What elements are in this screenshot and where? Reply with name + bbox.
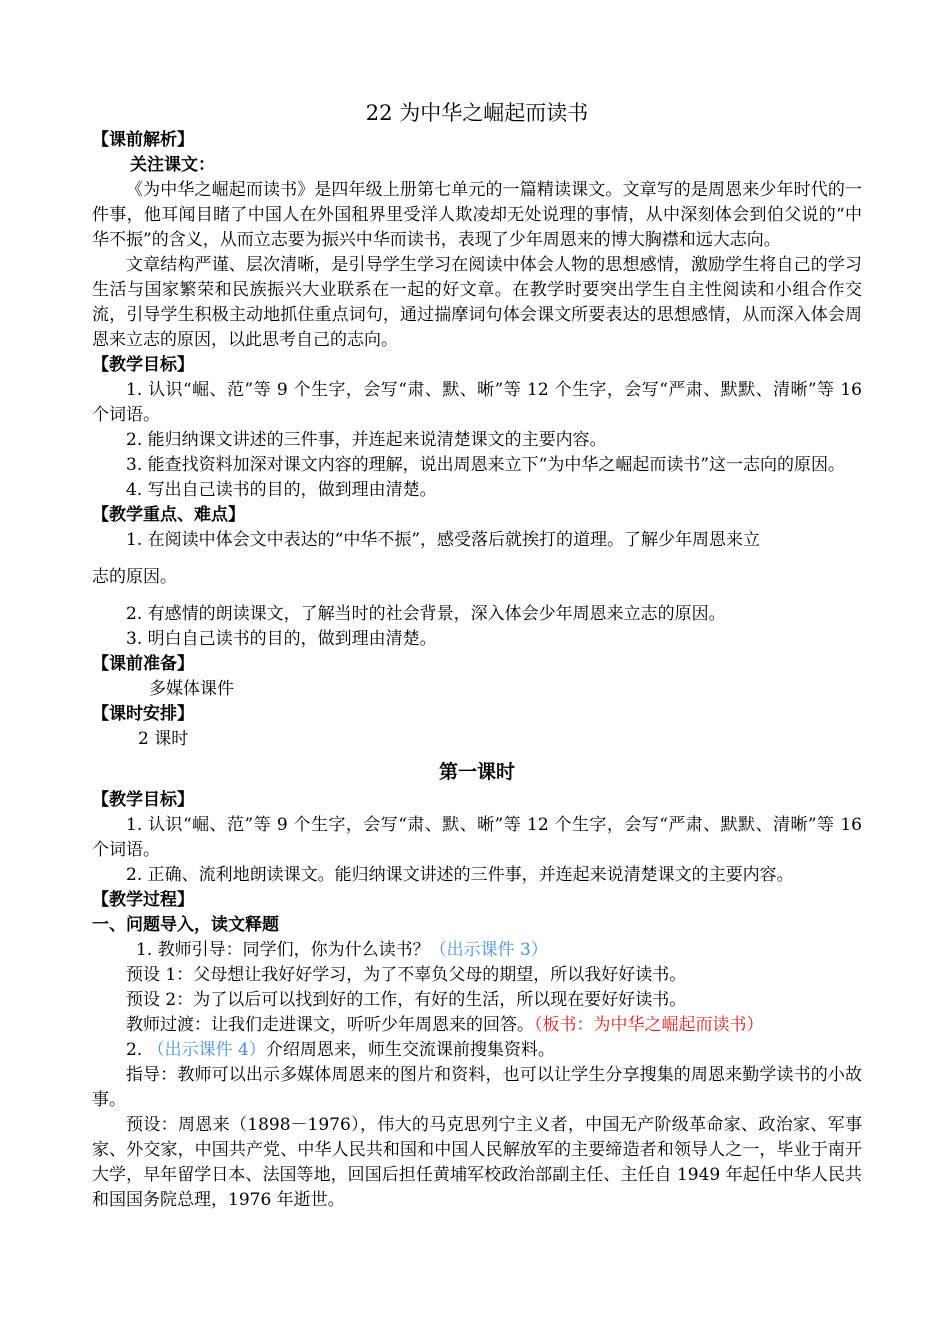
key-point-item: 2. 有感情的朗读课文，了解当时的社会背景，深入体会少年周恩来立志的原因。	[126, 604, 726, 624]
transition-text: 教师过渡：让我们走进课文，听听少年周恩来的回答。	[126, 1015, 534, 1035]
schedule-text: 2 课时	[138, 729, 189, 749]
teacher-question: 1. 教师引导：同学们，你为什么读书？	[136, 940, 430, 960]
goal-item: 1. 认识“崛、范”等 9 个生字，会写“肃、默、晰”等 12 个生字，会写“严肃、默默、清晰”等 16 个词语。	[92, 380, 862, 425]
section-heading-key-points: 【教学重点、难点】	[92, 505, 245, 525]
paragraph-intro-1: 《为中华之崛起而读书》是四年级上册第七单元的一篇精读课文。文章写的是周恩来少年时代的一件事，他耳闻目睹了中国人在外国租界里受洋人欺凌却无处说理的事情，从中深刻体会到伯父说的“中华不振”的含义，从而立志要为振兴中华而读书，表现了少年周恩来的博大胸襟和远大志向。	[92, 180, 862, 250]
section-heading-pre-analysis: 【课前解析】	[92, 130, 194, 150]
board-note: （板书：为中华之崛起而读书）	[534, 1015, 764, 1035]
preset-biography: 预设：周恩来（1898－1976），伟大的马克思列宁主义者，中国无产阶级革命家、政治家、军事家、外交家，中国共产党、中华人民共和国和中国人民解放军的主要缔造者和领导人之一，毕业于南开大学，早年留学日本、法国等地，回国后担任黄埔军校政治部副主任、主任自 1949 年起任中华人民共和国国务院总理，1976 年逝世。	[92, 1115, 862, 1210]
guidance-text: 指导：教师可以出示多媒体周恩来的图片和资料，也可以让学生分享搜集的周恩来勤学读书的小故事。	[92, 1065, 862, 1110]
step-heading: 一、问题导入，读文释题	[92, 915, 279, 935]
process-line	[92, 1038, 862, 1063]
section-heading-schedule: 【课时安排】	[92, 704, 194, 724]
lesson-goal-item: 2. 正确、流利地朗读课文。能归纳课文讲述的三件事，并连起来说清楚课文的主要内容。	[126, 865, 794, 885]
process-line	[92, 938, 862, 963]
lesson-process-heading: 【教学过程】	[92, 890, 194, 910]
document-page	[92, 98, 862, 1213]
subheading-focus-text: 关注课文：	[130, 155, 215, 175]
paragraph-intro-2: 文章结构严谨、层次清晰，是引导学生学习在阅读中体会人物的思想感情，激励学生将自己的学习生活与国家繁荣和民族振兴大业联系在一起的好文章。在教学时要突出学生自主性阅读和小组合作交流，引导学生积极主动地抓住重点词句，通过揣摩词句体会课文所要表达的思想感情，从而深入体会周恩来立志的原因，以此思考自己的志向。	[92, 255, 862, 350]
goal-item: 3. 能查找资料加深对课文内容的理解，说出周恩来立下“为中华之崛起而读书”这一志向的原因。	[126, 455, 846, 475]
section-heading-preparation: 【课前准备】	[92, 654, 194, 674]
step-number: 2.	[126, 1040, 148, 1060]
courseware-note: （出示课件 3）	[429, 940, 548, 960]
step-text: 介绍周恩来，师生交流课前搜集资料。	[265, 1040, 555, 1060]
goal-item: 4. 写出自己读书的目的，做到理由清楚。	[126, 480, 437, 500]
key-point-item: 3. 明白自己读书的目的，做到理由清楚。	[126, 629, 437, 649]
goal-item: 2. 能归纳课文讲述的三件事，并连起来说清楚课文的主要内容。	[126, 430, 607, 450]
document-title: 22 为中华之崛起而读书	[365, 101, 589, 125]
lesson-one-heading: 第一课时	[438, 761, 515, 783]
preparation-text: 多媒体课件	[149, 679, 234, 699]
key-point-item-continued: 志的原因。	[92, 567, 177, 587]
lesson-goal-item: 1. 认识“崛、范”等 9 个生字，会写“肃、默、晰”等 12 个生字，会写“严肃、默默、清晰”等 16 个词语。	[92, 815, 862, 860]
teacher-transition	[92, 1013, 862, 1038]
preset-answer: 预设 1：父母想让我好好学习，为了不辜负父母的期望，所以我好好读书。	[126, 965, 687, 985]
preset-answer: 预设 2：为了以后可以找到好的工作，有好的生活，所以现在要好好读书。	[126, 990, 687, 1010]
section-heading-goals: 【教学目标】	[92, 355, 194, 375]
key-point-item: 1. 在阅读中体会文中表达的“中华不振”，感受落后就挨打的道理。了解少年周恩来立	[126, 530, 761, 550]
lesson-goals-heading: 【教学目标】	[92, 790, 194, 810]
courseware-note: （出示课件 4）	[147, 1040, 266, 1060]
